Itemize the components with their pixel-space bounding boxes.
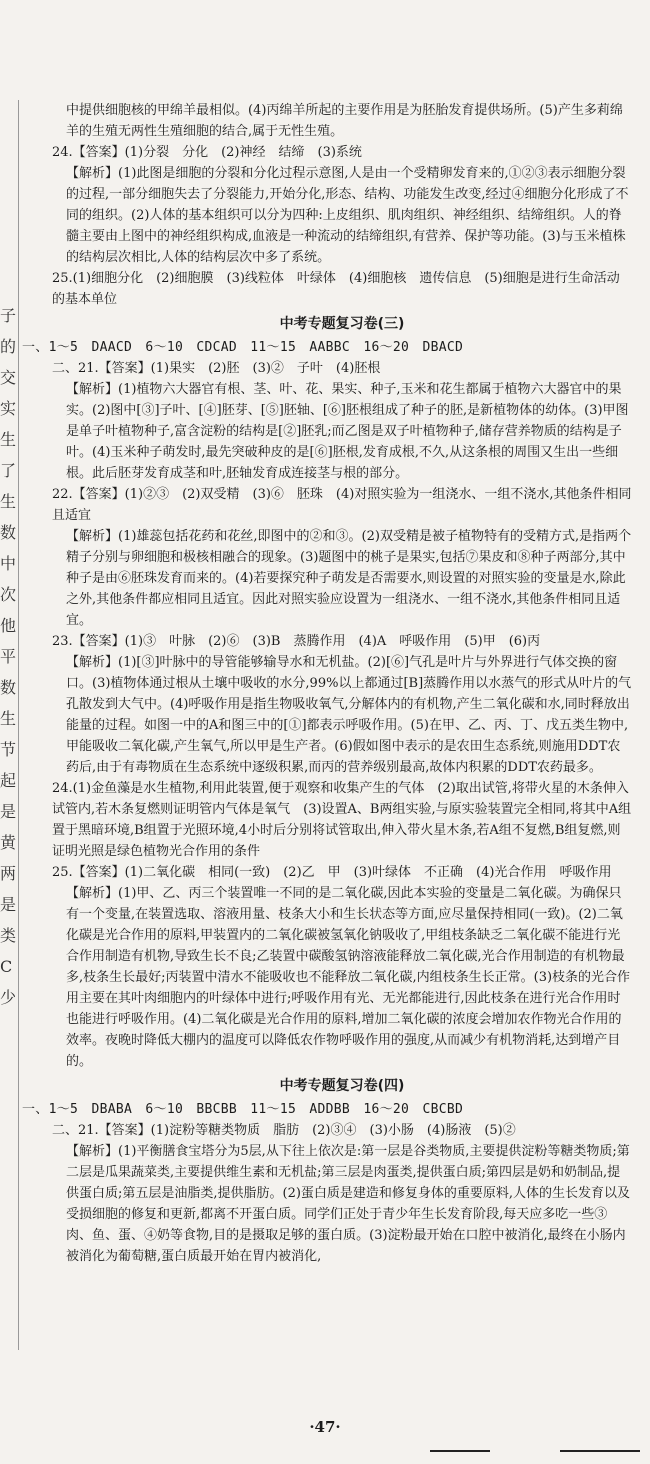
margin-char: 节 <box>0 740 17 759</box>
answer-paragraph: 二、21.【答案】(1)淀粉等糖类物质 脂肪 (2)③④ (3)小肠 (4)肠液 (5)② <box>52 1123 516 1138</box>
margin-char: 生 <box>0 430 17 449</box>
margin-char: 交 <box>0 368 17 387</box>
margin-char: 子 <box>0 306 17 325</box>
margin-char: 平 <box>0 647 17 666</box>
answer-paragraph: 一、1～5 DAACD 6～10 CDCAD 11～15 AABBC 16～20 DBACD <box>22 340 464 355</box>
margin-char: 次 <box>0 585 17 604</box>
answer-paragraph: 24.【答案】(1)分裂 分化 (2)神经 结缔 (3)系统 <box>52 145 362 160</box>
answer-page-body <box>22 100 632 1267</box>
margin-char: C <box>0 957 13 976</box>
bottom-rule <box>560 1450 640 1452</box>
answer-paragraph: 【解析】(1)植物六大器官有根、茎、叶、花、果实、种子,玉米和花生都属于植物六大器官中的果实。(2)图中[③]子叶、[④]胚芽、[⑤]胚轴、[⑥]胚根组成了种子的胚,是新植物体的幼体。(3)甲图是单子叶植物种子,富含淀粉的结构是[②]胚乳;而乙图是双子叶植物种子,储存营养物质的结构是子叶。(4)玉米种子萌发时,最先突破种皮的是[⑥]胚根,发育成根,不久,从这条根的周围又生出一些细根。此后胚芽发育成茎和叶,胚轴发育成连接茎与根的部分。 <box>66 382 629 481</box>
margin-char: 的 <box>0 337 17 356</box>
margin-char: 数 <box>0 678 17 697</box>
margin-char: 了 <box>0 461 17 480</box>
section-heading: 中考专题复习卷(三) <box>279 316 405 332</box>
answer-paragraph: 25.【答案】(1)二氧化碳 相同(一致) (2)乙 甲 (3)叶绿体 不正确 (4)光合作用 呼吸作用 <box>52 865 612 880</box>
left-margin-text <box>0 300 22 1180</box>
margin-char: 起 <box>0 771 17 790</box>
answer-paragraph: 二、21.【答案】(1)果实 (2)胚 (3)② 子叶 (4)胚根 <box>52 361 381 376</box>
answer-paragraph: 【解析】(1)甲、乙、丙三个装置唯一不同的是二氧化碳,因此本实验的变量是二氧化碳。为确保只有一个变量,在装置选取、溶液用量、枝条大小和生长状态等方面,应尽量保持相同(一致)。(2)二氧化碳是光合作用的原料,甲装置内的二氧化碳被氢氧化钠吸收了,甲组枝条缺乏二氧化碳不能进行光合作用制造有机物,导致生长不良;乙装置中碳酸氢钠溶液能释放二氧化碳,光合作用制造的有机物最多,枝条生长最好;丙装置中清水不能吸收也不能释放二氧化碳,内组枝条生长正常。(3)枝条的光合作用主要在其叶肉细胞内的叶绿体中进行;呼吸作用有光、无光都能进行,因此枝条在进行光合作用时也能进行呼吸作用。(4)二氧化碳是光合作用的原料,增加二氧化碳的浓度会增加农作物光合作用的效率。夜晚时降低大棚内的温度可以降低农作物呼吸作用的强度,从而减少有机物消耗,达到增产目的。 <box>66 886 631 1069</box>
margin-char: 两 <box>0 864 17 883</box>
margin-char: 中 <box>0 554 17 573</box>
margin-char: 类 <box>0 926 17 945</box>
margin-char: 生 <box>0 709 17 728</box>
margin-char: 少 <box>0 988 17 1007</box>
margin-char: 黄 <box>0 833 17 852</box>
answer-paragraph: 【解析】(1)平衡膳食宝塔分为5层,从下往上依次是:第一层是谷类物质,主要提供淀粉等糖类物质;第二层是瓜果蔬菜类,主要提供维生素和无机盐;第三层是肉蛋类,提供蛋白质;第四层是奶和奶制品,提供蛋白质;第五层是油脂类,提供脂肪。(2)蛋白质是建造和修复身体的重要原料,人体的生长发育以及受损细胞的修复和更新,都离不开蛋白质。同学们正处于青少年生长发育阶段,每天应多吃一些③肉、鱼、蛋、④奶等食物,目的是摄取足够的蛋白质。(3)淀粉最开始在口腔中被消化,最终在小肠内被消化为葡萄糖,蛋白质最开始在胃内被消化, <box>66 1144 631 1264</box>
answer-paragraph: 25.(1)细胞分化 (2)细胞膜 (3)线粒体 叶绿体 (4)细胞核 遗传信息 (5)细胞是进行生命活动的基本单位 <box>52 271 620 307</box>
answer-paragraph: 【解析】(1)[③]叶脉中的导管能够输导水和无机盐。(2)[⑥]气孔是叶片与外界进行气体交换的窗口。(3)植物体通过根从土壤中吸收的水分,99%以上都通过[B]蒸腾作用以水蒸气的形式从叶片的气孔散发到大气中。(4)呼吸作用是指生物吸收氧气,分解体内的有机物,产生二氧化碳和水,同时释放出能量的过程。如图一中的A和图三中的[①]都表示呼吸作用。(5)在甲、乙、丙、丁、戊五类生物中,甲能吸收二氧化碳,产生氧气,所以甲是生产者。(6)假如图中表示的是农田生态系统,则施用DDT农药后,由于有毒物质在生态系统中逐级积累,而丙的营养级别最高,故体内积累的DDT农药最多。 <box>66 655 632 775</box>
margin-char: 数 <box>0 523 17 542</box>
answer-paragraph: 22.【答案】(1)②③ (2)双受精 (3)⑥ 胚珠 (4)对照实验为一组浇水、一组不浇水,其他条件相同且适宜 <box>52 487 632 523</box>
answer-paragraph: 【解析】(1)雄蕊包括花药和花丝,即图中的②和③。(2)双受精是被子植物特有的受精方式,是指两个精子分别与卵细胞和极核相融合的现象。(3)题图中的桃子是果实,包括⑦果皮和⑧种子两部分,其中种子是由⑥胚珠发育而来的。(4)若要探究种子萌发是否需要水,则设置的对照实验的变量是水,除此之外,其他条件都应相同且适宜。因此对照实验应设置为一组浇水、一组不浇水,其他条件相同且适宜。 <box>66 529 632 628</box>
answer-paragraph: 23.【答案】(1)③ 叶脉 (2)⑥ (3)B 蒸腾作用 (4)A 呼吸作用 (5)甲 (6)丙 <box>52 634 541 649</box>
answer-paragraph: 中提供细胞核的甲绵羊最相似。(4)丙绵羊所起的主要作用是为胚胎发育提供场所。(5)产生多莉绵羊的生殖无两性生殖细胞的结合,属于无性生殖。 <box>66 103 623 139</box>
margin-char: 生 <box>0 492 17 511</box>
page-number: ·47· <box>309 1418 341 1436</box>
answer-paragraph: 24.(1)金鱼藻是水生植物,利用此装置,便于观察和收集产生的气体 (2)取出试管,将带火星的木条伸入试管内,若木条复燃则证明管内气体是氧气 (3)设置A、B两组实验,与原实验装置完全相同,将其中A组置于黑暗环境,B组置于光照环境,4小时后分别将试管取出,伸入带火星木条,若A组不复燃,B组复燃,则证明光照是绿色植物光合作用的条件 <box>52 781 632 859</box>
bottom-rule <box>430 1450 490 1452</box>
margin-char: 他 <box>0 616 17 635</box>
margin-char: 是 <box>0 895 17 914</box>
section-heading: 中考专题复习卷(四) <box>279 1078 405 1094</box>
answer-paragraph: 【解析】(1)此图是细胞的分裂和分化过程示意图,人是由一个受精卵发育来的,①②③表示细胞分裂的过程,一部分细胞失去了分裂能力,开始分化,形态、结构、功能发生改变,经过④细胞分化形成了不同的组织。(2)人体的基本组织可以分为四种:上皮组织、肌肉组织、神经组织、结缔组织。人的脊髓主要由上图中的神经组织构成,血液是一种流动的结缔组织,有营养、保护等功能。(3)与玉米植株的结构层次相比,人体的结构层次中多了系统。 <box>66 166 629 265</box>
margin-char: 是 <box>0 802 17 821</box>
margin-char: 实 <box>0 399 17 418</box>
answer-paragraph: 一、1～5 DBABA 6～10 BBCBB 11～15 ADDBB 16～20 CBCBD <box>22 1102 464 1117</box>
